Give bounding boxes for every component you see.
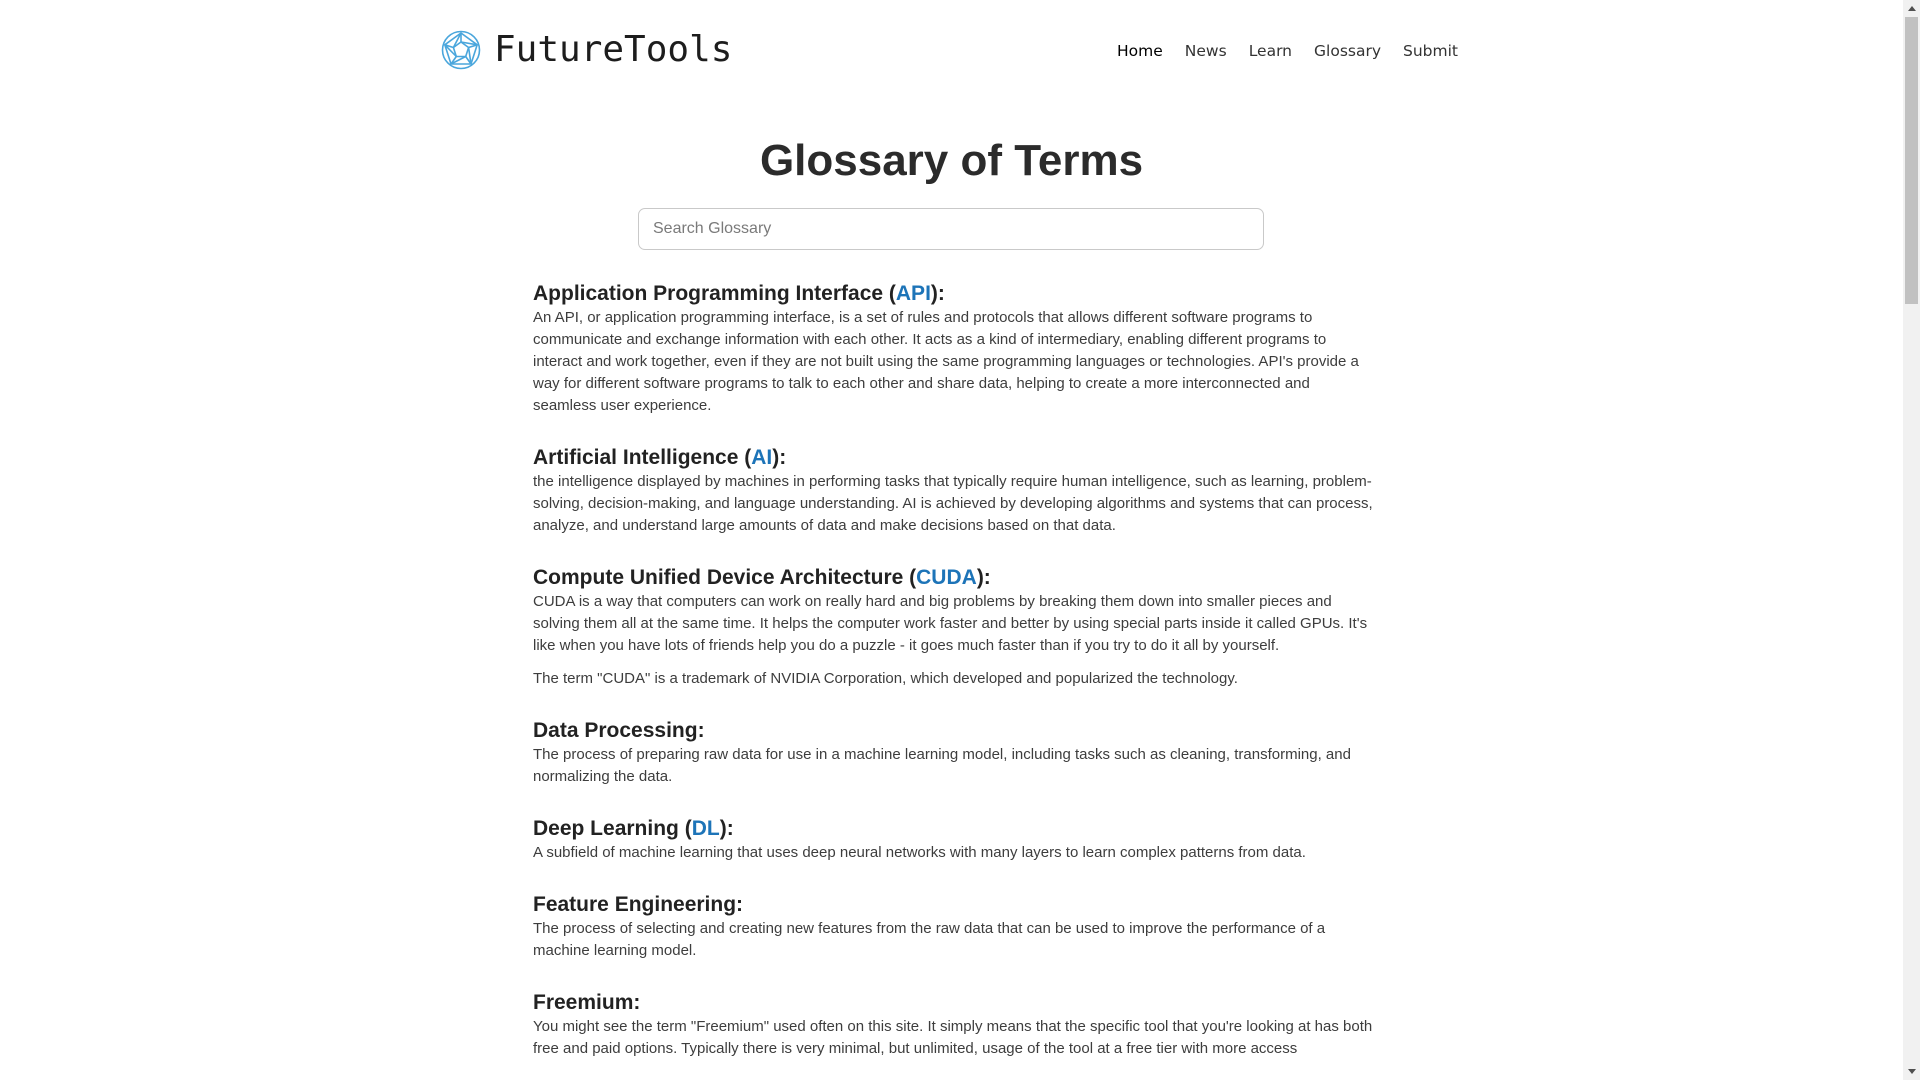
brand-name: FutureTools — [494, 29, 733, 70]
nav-item-submit[interactable]: Submit — [1403, 42, 1458, 60]
term-abbreviation: AI — [751, 446, 773, 469]
term-text: Artificial Intelligence ( — [533, 446, 752, 469]
geodesic-sphere-icon — [440, 29, 482, 71]
term-text: Compute Unified Device Architecture ( — [533, 566, 917, 589]
nav-item-news[interactable]: News — [1184, 42, 1227, 60]
logo-link[interactable] — [440, 29, 732, 71]
glossary-term — [533, 444, 1373, 471]
glossary-term — [533, 891, 1373, 918]
term-text: Feature Engineering: — [533, 893, 744, 916]
term-text: Deep Learning ( — [533, 817, 692, 840]
vertical-scrollbar[interactable] — [1903, 0, 1920, 1080]
glossary-entry — [533, 717, 1373, 788]
glossary-term — [533, 989, 1373, 1016]
glossary-term — [533, 564, 1373, 591]
nav-item-glossary[interactable]: Glossary — [1314, 42, 1382, 60]
term-text: Application Programming Interface ( — [533, 282, 896, 305]
nav-item-learn[interactable]: Learn — [1248, 42, 1293, 60]
main-nav — [1117, 44, 1458, 60]
glossary-term — [533, 717, 1373, 744]
term-suffix: ): — [976, 566, 991, 589]
nav-item-home[interactable]: Home — [1117, 42, 1163, 60]
term-text: Data Processing: — [533, 719, 705, 742]
term-abbreviation: API — [895, 282, 931, 305]
term-suffix: ): — [719, 817, 734, 840]
glossary-definition: CUDA is a way that computers can work on really hard and big problems by breaking them down into smaller pieces and solving them all at the same time. It helps the computer work faster and better by using special parts inside it called GPUs. It's like when you have lots of friends help you do a puzzle - it goes much faster than if you try to do it all by yourself. — [533, 593, 1368, 654]
term-suffix: ): — [772, 446, 787, 469]
scrollbar-thumb[interactable] — [1905, 17, 1918, 304]
glossary-entry — [533, 564, 1373, 690]
term-suffix: ): — [930, 282, 945, 305]
glossary-definition: You might see the term "Freemium" used often on this site. It simply means that the specific tool that you're looking at has both free and paid options. Typically there is very minimal, but unlimited, usage of the tool at a free tier with more access — [533, 1018, 1373, 1057]
triangle-down-icon — [1908, 1069, 1916, 1074]
glossary-term — [533, 815, 1373, 842]
glossary-entry — [533, 891, 1373, 962]
term-text: Freemium: — [533, 991, 641, 1014]
page-title: Glossary of Terms — [759, 136, 1144, 185]
scroll-down-arrow[interactable] — [1903, 1063, 1920, 1080]
glossary-entry — [533, 989, 1373, 1060]
term-abbreviation: DL — [691, 817, 720, 840]
glossary-definition: The process of selecting and creating new features from the raw data that can be used to improve the performance of a machine learning model. — [533, 920, 1326, 959]
glossary-entry — [533, 280, 1373, 417]
triangle-up-icon — [1908, 6, 1916, 11]
glossary-definition: An API, or application programming interface, is a set of rules and protocols that allows different software programs to communicate and exchange information with each other. It acts as a kind of intermediary, enabling different programs to interact and work together, even if they are not built using the same programming languages or technologies. API's provide a way for different software programs to talk to each other and share data, helping to create a more interconnected and seamless user experience. — [533, 309, 1359, 414]
glossary-definition: The process of preparing raw data for use in a machine learning model, including tasks such as cleaning, transforming, and normalizing the data. — [533, 746, 1351, 785]
site-header — [440, 26, 1458, 76]
glossary-entry — [533, 815, 1373, 864]
glossary-definition: the intelligence displayed by machines in performing tasks that typically require human intelligence, such as learning, problem-solving, decision-making, and language understanding. AI is achieved by developing algorithms and systems that can process, analyze, and understand large amounts of data and make decisions based on that data. — [533, 473, 1373, 534]
search-input[interactable] — [638, 208, 1264, 250]
term-abbreviation: CUDA — [916, 566, 977, 589]
glossary-definition-note: The term "CUDA" is a trademark of NVIDIA Corporation, which developed and popularized the technology. — [533, 670, 1238, 687]
scroll-up-arrow[interactable] — [1903, 0, 1920, 17]
glossary-definition: A subfield of machine learning that uses deep neural networks with many layers to learn complex patterns from data. — [533, 844, 1306, 861]
glossary-term — [533, 280, 1373, 307]
glossary-entry — [533, 444, 1373, 537]
glossary-list — [533, 280, 1373, 1080]
